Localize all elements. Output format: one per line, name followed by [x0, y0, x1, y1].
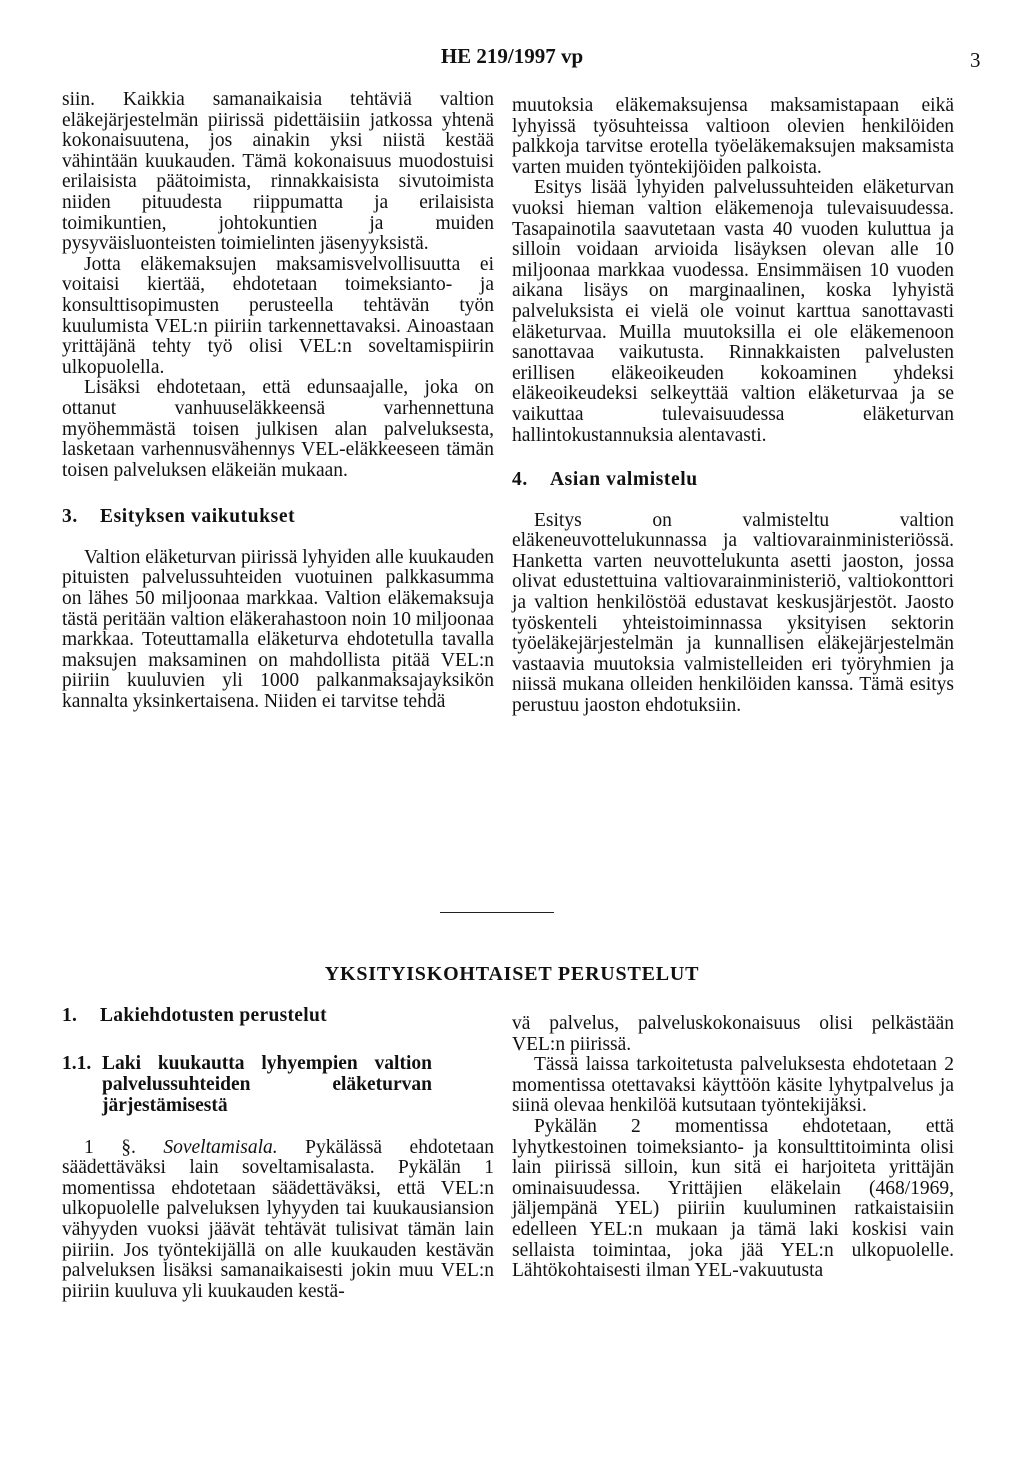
section-number: 3.	[62, 506, 78, 528]
right-column-bottom	[512, 1014, 954, 1282]
paragraph: muutoksia eläkemaksujensa maksamistapaan eikä lyhyissä työsuhteissa valtioon olevien henkilöiden palkkoja tarvitse erotella työeläkemaksujen maksamista varten muiden työntekijöiden palkoista.	[512, 95, 954, 178]
paragraph: vä palvelus, palveluskokonaisuus olisi pelkästään VEL:n piirissä.	[512, 1013, 954, 1055]
paragraph: siin. Kaikkia samanaikaisia tehtäviä valtion eläkejärjestelmän piirissä pidettäisiin jatkossa yhtenä kokonaisuutena, jos ainakin yksi niistä kestää vähintään kuukauden. Tämä kokonaisuus muodostuisi erilaisista päätoimista, rinnakkaisista sivutoimista niiden pituudesta riippumatta ja erilaisista toimikuntien, johtokuntien ja muiden pysyväisluonteisten toimielinten jäsenyyksistä.	[62, 89, 494, 255]
subsection-number: 1.1.	[62, 1052, 92, 1074]
section-heading-3	[62, 507, 494, 528]
section-heading-1	[62, 1006, 494, 1027]
running-header: HE 219/1997 vp	[440, 44, 584, 68]
main-title: YKSITYISKOHTAISET PERUSTELUT	[324, 963, 700, 985]
paragraph: Valtion eläketurvan piirissä lyhyiden alle kuukauden pituisten palvelussuhteiden vuotuinen palkkasumma on lähes 50 miljoonaa markkaa. Valtion eläkemaksuja tästä peritään valtion eläkerahastoon noin 10 miljoonaa markkaa. Toteuttamalla eläketurva ehdotetulla tavalla maksujen maksaminen on mahdollista pitää VEL:n piiriin kuuluvien yli 1000 palkanmaksajayksikön kannalta yksinkertaisena. Niiden ei tarvitse tehdä	[62, 546, 494, 713]
paragraph: Pykälän 2 momentissa ehdotetaan, että lyhytkestoinen toimeksianto- ja konsulttitoiminta olisi lain piirissä silloin, kun sitä ei harjoiteta yrittäjän ominaisuudessa. Yrittäjien eläkelain (468/1969, jäljempänä YEL) piiriin kuuluminen ratkaistaisiin edelleen YEL:n mukaan ja tämä laki koskisi vain sellaista toimintaa, joka jää YEL:n ulkopuolelle. Lähtökohtaisesti ilman YEL-vakuutusta	[512, 1115, 954, 1282]
paragraph: Tässä laissa tarkoitetusta palveluksesta ehdotetaan 2 momentissa otettavaksi käyttöön käsite lyhytpalvelus ja siinä olevaa henkilöä kutsutaan työntekijäksi.	[512, 1054, 954, 1117]
paragraph: Esitys on valmisteltu valtion eläkeneuvottelukunnassa ja valtiovarainministeriössä. Hanketta varten neuvottelukunta asetti jaoston, jossa olivat edustettuina valtiovarainministeriö, valtiokonttori ja valtion henkilöstöä edustavat keskusjärjestöt. Jaosto työskenteli yhteistoiminnassa yksityisen sektorin työeläkejärjestelmän ja kunnallisen eläkejärjestelmän vastaavia muutoksia valmistelleiden eri työryhmien ja niissä mukana olleiden henkilöiden kanssa. Tämä esitys perustuu jaoston ehdotuksiin.	[512, 509, 954, 717]
paragraph: Jotta eläkemaksujen maksamisvelvollisuutta ei voitaisi kiertää, ehdotetaan toimeksianto- ja konsulttisopimusten perusteella tehtävän työn kuulumista VEL:n piiriin tarkennettavaksi. Ainoastaan yrittäjänä tehty työ olisi VEL:n soveltamispiirin ulkopuolella.	[62, 253, 494, 378]
section-number: 1.	[62, 1005, 78, 1026]
left-column-bottom	[62, 1006, 494, 1302]
section-symbol: 1 §.	[84, 1136, 136, 1158]
subsection-heading-1-1	[62, 1053, 494, 1116]
section-title: Asian valmistelu	[550, 469, 698, 491]
right-column-top	[512, 96, 954, 717]
section-heading-4	[512, 470, 954, 491]
paragraph-text: Pykälässä ehdotetaan säädettäväksi lain soveltamisalasta. Pykälän 1 momentissa ehdotetaan säädettäväksi, että VEL:n ulkopuolelle palveluksen lyhyyden tai kuukausiansion vähyyden vuoksi jäävät tehtävät tulisivat tämän lain piiriin. Jos työntekijällä on alle kuukauden kestävän palveluksen lisäksi samanaikaisesti jokin muu VEL:n piiriin kuuluva yli kuukauden kestä-	[62, 1136, 495, 1302]
paragraph: Esitys lisää lyhyiden palvelussuhteiden eläketurvan vuoksi hieman valtion eläkemenoja tulevaisuudessa. Tasapainotila saavutetaan vasta 40 vuoden kuluttua ja silloin voidaan arvioida lisäyksen olevan alle 10 miljoonaa markkaa vuodessa. Ensimmäisen 10 vuoden aikana lisäys on marginaalinen, koska lyhyistä palveluksista ei vielä ole voinut karttua sanottavasti eläketurvaa. Muilla muutoksilla ei ole eläkemenoon sanottavaa vaikutusta. Rinnakkaisten palvelusten erillisen eläkeoikeuden kokoaminen yhdeksi eläkeoikeudeksi selkeyttää valtion eläketurvaa ja se vaikuttaa tulevaisuudessa eläketurvan hallintokustannuksia alentavasti.	[512, 177, 954, 446]
paragraph: Lisäksi ehdotetaan, että edunsaajalle, joka on ottanut vanhuuseläkkeensä varhennettuna myöhemmästä toisen julkisen alan palveluksesta, lasketaan varhennusvähennys VEL-eläkkeeseen tämän toisen palveluksen eläkeiän mukaan.	[62, 377, 494, 481]
section-title: Esityksen vaikutukset	[100, 506, 296, 528]
divider-rule	[440, 912, 554, 913]
paragraph	[62, 1138, 494, 1303]
italic-title: Soveltamisala.	[163, 1136, 278, 1158]
subsection-title: Laki kuukautta lyhyempien valtion palvelussuhteiden eläketurvan järjestämisestä	[102, 1052, 432, 1116]
left-column-top	[62, 90, 494, 713]
section-title: Lakiehdotusten perustelut	[100, 1005, 327, 1026]
page-number: 3	[970, 48, 981, 72]
section-number: 4.	[512, 469, 528, 491]
